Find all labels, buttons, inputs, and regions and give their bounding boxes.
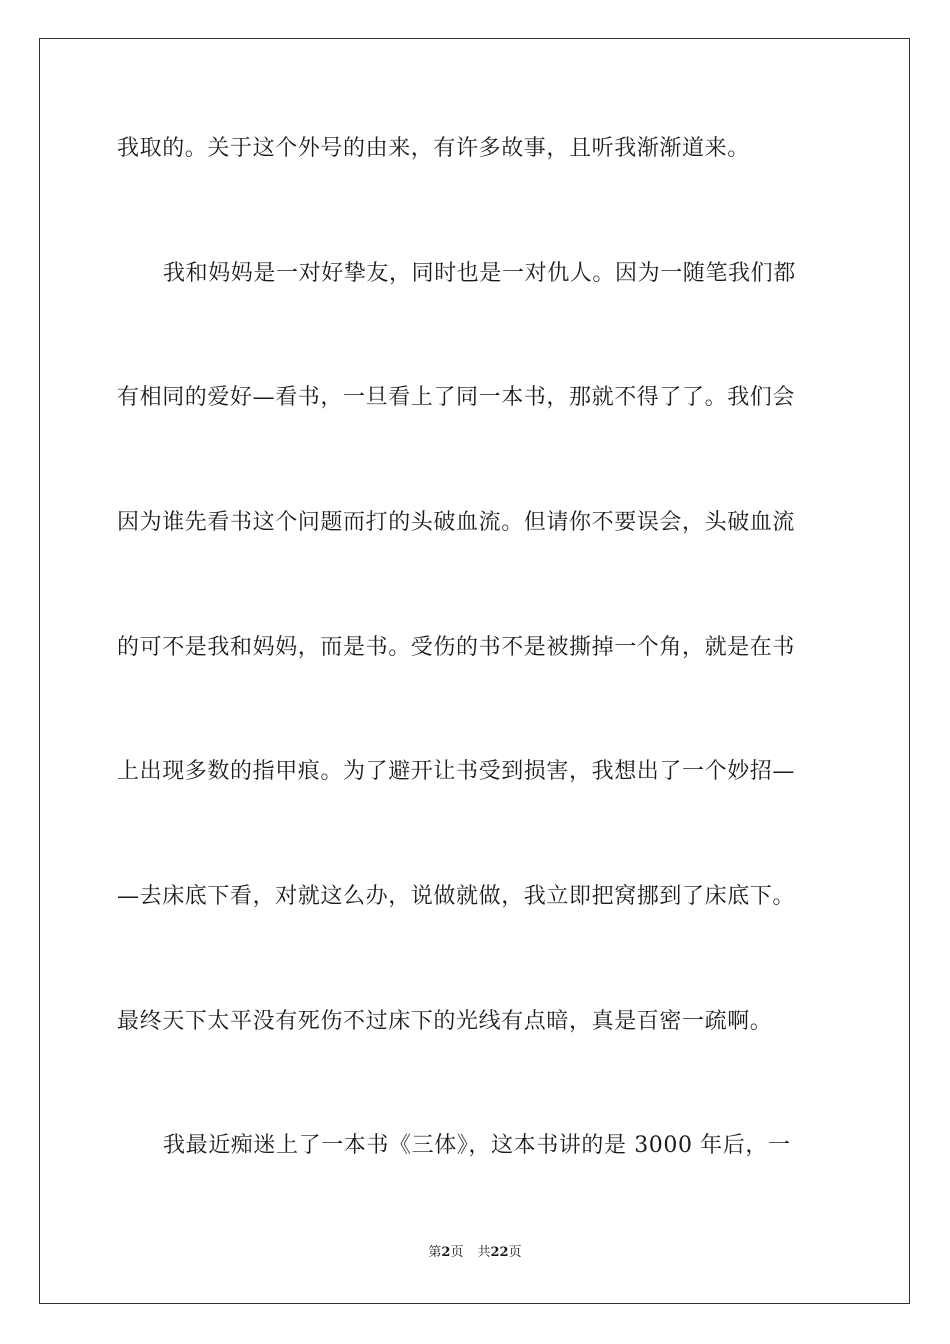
paragraph-start-line-9: 我最近痴迷上了一本书《三体》，这本书讲的是 3000 年后，一: [163, 1133, 791, 1158]
text-line-5: 的可不是我和妈妈，而是书。受伤的书不是被撕掉一个角，就是在书: [117, 635, 796, 660]
page-footer: [0, 1244, 950, 1262]
total-suffix: 页: [508, 1245, 522, 1260]
total-pages: 22: [490, 1245, 509, 1260]
text-line-6: 上出现多数的指甲痕。为了避开让书受到损害，我想出了一个妙招—: [117, 759, 796, 784]
page-number: 2: [441, 1245, 451, 1260]
text-line-3: 有相同的爱好—看书，一旦看上了同一本书，那就不得了了。我们会: [117, 385, 796, 410]
page-border: [39, 38, 910, 1304]
text-line-4: 因为谁先看书这个问题而打的头破血流。但请你不要误会，头破血流: [117, 510, 796, 535]
text-line-1: 我取的。关于这个外号的由来，有许多故事，且听我渐渐道来。: [117, 136, 750, 161]
page-suffix: 页: [450, 1245, 464, 1260]
page-prefix: 第: [428, 1245, 442, 1260]
text-line-8: 最终天下太平没有死伤不过床下的光线有点暗，真是百密一疏啊。: [117, 1009, 773, 1034]
total-prefix: 共: [477, 1245, 491, 1260]
paragraph-start-line-2: 我和妈妈是一对好挚友，同时也是一对仇人。因为一随笔我们都: [163, 261, 796, 286]
text-line-7: —去床底下看，对就这么办，说做就做，我立即把窝挪到了床底下。: [117, 884, 796, 909]
